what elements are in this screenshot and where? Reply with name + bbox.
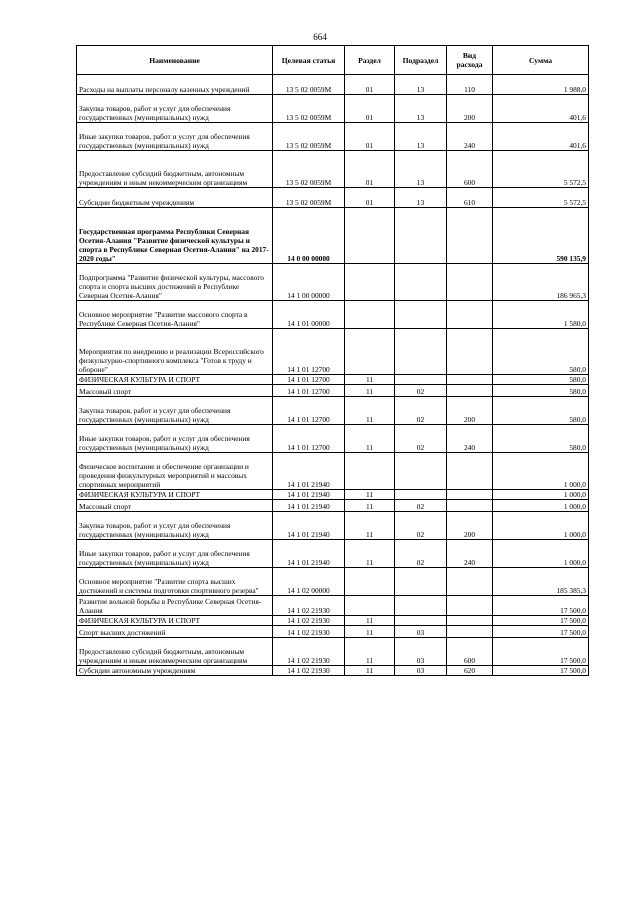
cell-subsection [395,301,447,329]
cell-target-article: 14 1 01 21940 [273,453,345,490]
table-row [77,375,589,385]
cell-name: Физическое воспитание и обеспечение организации и проведения физкультурных мероприятий и массовых спортивных мероприятий [77,453,273,490]
table-row [77,512,589,540]
cell-target-article: 13 5 02 0059М [273,75,345,95]
cell-section: 11 [345,616,395,626]
cell-target-article: 14 1 00 00000 [273,264,345,301]
cell-amount: 580,0 [493,375,589,385]
cell-expense-type [447,375,493,385]
cell-subsection: 02 [395,385,447,397]
table-row [77,151,589,188]
cell-subsection: 13 [395,75,447,95]
cell-section [345,568,395,596]
cell-section: 01 [345,75,395,95]
cell-name: ФИЗИЧЕСКАЯ КУЛЬТУРА И СПОРТ [77,375,273,385]
cell-name: Закупка товаров, работ и услуг для обеспечения государственных (муниципальных) нужд [77,95,273,123]
cell-section: 01 [345,188,395,208]
cell-name: Закупка товаров, работ и услуг для обеспечения государственных (муниципальных) нужд [77,397,273,425]
table-row [77,596,589,616]
cell-expense-type: 200 [447,95,493,123]
cell-amount: 1 000,0 [493,453,589,490]
cell-section [345,208,395,264]
cell-name: Предоставление субсидий бюджетным, автономным учреждениям и иным некоммерческим организациям [77,151,273,188]
cell-subsection [395,568,447,596]
cell-amount: 1 580,0 [493,301,589,329]
cell-name: Расходы на выплаты персоналу казенных учреждений [77,75,273,95]
cell-expense-type: 620 [447,666,493,676]
cell-target-article: 14 1 01 21940 [273,500,345,512]
cell-amount: 1 000,0 [493,540,589,568]
cell-subsection: 03 [395,638,447,666]
cell-name: Основное мероприятие "Развитие спорта высших достижений и системы подготовки спортивного резерва" [77,568,273,596]
cell-subsection [395,453,447,490]
cell-subsection [395,208,447,264]
table-header-row [77,46,589,75]
table-row [77,264,589,301]
cell-amount: 580,0 [493,425,589,453]
cell-name: Иные закупки товаров, работ и услуг для обеспечения государственных (муниципальных) нужд [77,123,273,151]
cell-amount: 1 000,0 [493,490,589,500]
cell-name: Массовый спорт [77,385,273,397]
cell-amount: 5 572,5 [493,188,589,208]
cell-name: Субсидии автономным учреждениям [77,666,273,676]
cell-expense-type: 600 [447,151,493,188]
cell-subsection: 02 [395,540,447,568]
cell-expense-type: 110 [447,75,493,95]
cell-expense-type [447,500,493,512]
col-header-target: Целевая статья [273,46,345,75]
cell-target-article: 14 1 01 21940 [273,540,345,568]
cell-section: 11 [345,540,395,568]
cell-section: 11 [345,425,395,453]
cell-target-article: 13 5 02 0059М [273,188,345,208]
col-header-section: Раздел [345,46,395,75]
cell-name: Основное мероприятие "Развитие массового спорта в Республике Северная Осетия-Алания" [77,301,273,329]
table-row [77,123,589,151]
cell-expense-type [447,301,493,329]
cell-expense-type: 600 [447,638,493,666]
cell-amount: 5 572,5 [493,151,589,188]
cell-amount: 17 500,0 [493,616,589,626]
col-header-name: Наименование [77,46,273,75]
cell-subsection: 02 [395,397,447,425]
table-row [77,616,589,626]
cell-amount: 186 965,3 [493,264,589,301]
col-header-expense-type: Вид расхода [447,46,493,75]
cell-amount: 580,0 [493,397,589,425]
table-row [77,188,589,208]
cell-expense-type [447,264,493,301]
cell-target-article: 14 1 01 12700 [273,425,345,453]
cell-expense-type [447,208,493,264]
cell-subsection [395,616,447,626]
table-row [77,329,589,375]
cell-name: ФИЗИЧЕСКАЯ КУЛЬТУРА И СПОРТ [77,490,273,500]
table-row [77,208,589,264]
cell-amount: 580,0 [493,385,589,397]
table-row [77,638,589,666]
cell-name: Спорт высших достижений [77,626,273,638]
cell-section [345,264,395,301]
cell-expense-type: 610 [447,188,493,208]
table-row [77,626,589,638]
cell-name: Мероприятия по внедрению и реализации Всероссийского физкультурно-спортивного комплекса "Готов к труду и обороне" [77,329,273,375]
cell-subsection: 13 [395,151,447,188]
cell-amount: 17 500,0 [493,626,589,638]
cell-section: 11 [345,375,395,385]
cell-target-article: 14 0 00 00000 [273,208,345,264]
cell-target-article: 13 5 02 0059М [273,151,345,188]
cell-subsection: 13 [395,95,447,123]
cell-target-article: 14 1 01 12700 [273,397,345,425]
cell-section [345,596,395,616]
cell-target-article: 13 5 02 0059М [273,123,345,151]
cell-section: 11 [345,397,395,425]
table-row [77,453,589,490]
col-header-subsection: Подраздел [395,46,447,75]
cell-amount: 1 000,0 [493,500,589,512]
table-row [77,540,589,568]
cell-amount: 590 135,9 [493,208,589,264]
cell-section: 01 [345,123,395,151]
cell-expense-type: 240 [447,540,493,568]
table-body [77,75,589,676]
cell-section: 11 [345,512,395,540]
cell-target-article: 13 5 02 0059М [273,95,345,123]
cell-name: Подпрограмма "Развитие физической культуры, массового спорта и спорта высших достижений в Республике Северная Осетия-Алания" [77,264,273,301]
cell-expense-type [447,568,493,596]
cell-amount: 1 988,0 [493,75,589,95]
cell-section [345,301,395,329]
cell-section: 11 [345,666,395,676]
cell-name: Иные закупки товаров, работ и услуг для обеспечения государственных (муниципальных) нужд [77,540,273,568]
cell-subsection [395,264,447,301]
cell-name: Государственная программа Республики Северная Осетия-Алания "Развитие физической культуры и спорта в Республике Северная Осетия-Алания" на 2017-2020 годы" [77,208,273,264]
cell-target-article: 14 1 01 00000 [273,301,345,329]
cell-section: 11 [345,638,395,666]
col-header-amount: Сумма [493,46,589,75]
cell-amount: 401,6 [493,95,589,123]
table-row [77,397,589,425]
cell-target-article: 14 1 02 21930 [273,666,345,676]
cell-subsection: 03 [395,666,447,676]
cell-section: 01 [345,95,395,123]
cell-subsection [395,490,447,500]
page-number: 664 [313,32,327,42]
table-row [77,75,589,95]
cell-amount: 580,0 [493,329,589,375]
cell-expense-type [447,453,493,490]
cell-section: 11 [345,500,395,512]
cell-section: 11 [345,385,395,397]
cell-name: Развитие вольной борьбы в Республике Северная Осетия-Алания [77,596,273,616]
cell-expense-type [447,616,493,626]
cell-target-article: 14 1 02 00000 [273,568,345,596]
cell-expense-type [447,385,493,397]
cell-subsection: 13 [395,188,447,208]
table-row [77,385,589,397]
cell-subsection [395,375,447,385]
cell-section [345,329,395,375]
cell-section: 11 [345,490,395,500]
cell-subsection [395,596,447,616]
table-row [77,425,589,453]
cell-target-article: 14 1 02 21930 [273,616,345,626]
table-row [77,500,589,512]
cell-name: Субсидии бюджетным учреждениям [77,188,273,208]
cell-subsection: 02 [395,425,447,453]
cell-subsection: 13 [395,123,447,151]
cell-section: 11 [345,626,395,638]
cell-amount: 401,6 [493,123,589,151]
cell-subsection [395,329,447,375]
cell-subsection: 02 [395,500,447,512]
table-row [77,95,589,123]
cell-amount: 17 500,0 [493,666,589,676]
cell-target-article: 14 1 01 12700 [273,385,345,397]
cell-section [345,453,395,490]
cell-expense-type: 240 [447,425,493,453]
cell-section: 01 [345,151,395,188]
cell-name: Массовый спорт [77,500,273,512]
budget-table [76,45,589,676]
cell-subsection: 02 [395,512,447,540]
cell-expense-type [447,329,493,375]
cell-target-article: 14 1 01 12700 [273,375,345,385]
cell-amount: 17 500,0 [493,596,589,616]
table-row [77,301,589,329]
table-row [77,490,589,500]
cell-subsection: 03 [395,626,447,638]
cell-expense-type: 200 [447,512,493,540]
table-row [77,666,589,676]
cell-amount: 17 500,0 [493,638,589,666]
cell-target-article: 14 1 01 12700 [273,329,345,375]
cell-name: ФИЗИЧЕСКАЯ КУЛЬТУРА И СПОРТ [77,616,273,626]
cell-target-article: 14 1 02 21930 [273,596,345,616]
cell-expense-type [447,596,493,616]
cell-target-article: 14 1 02 21930 [273,626,345,638]
cell-name: Иные закупки товаров, работ и услуг для обеспечения государственных (муниципальных) нужд [77,425,273,453]
cell-target-article: 14 1 01 21940 [273,512,345,540]
cell-target-article: 14 1 02 21930 [273,638,345,666]
cell-expense-type: 200 [447,397,493,425]
cell-name: Предоставление субсидий бюджетным, автономным учреждениям и иным некоммерческим организациям [77,638,273,666]
cell-name: Закупка товаров, работ и услуг для обеспечения государственных (муниципальных) нужд [77,512,273,540]
table-row [77,568,589,596]
cell-amount: 1 000,0 [493,512,589,540]
cell-expense-type [447,490,493,500]
cell-expense-type [447,626,493,638]
cell-target-article: 14 1 01 21940 [273,490,345,500]
cell-amount: 185 385,3 [493,568,589,596]
cell-expense-type: 240 [447,123,493,151]
